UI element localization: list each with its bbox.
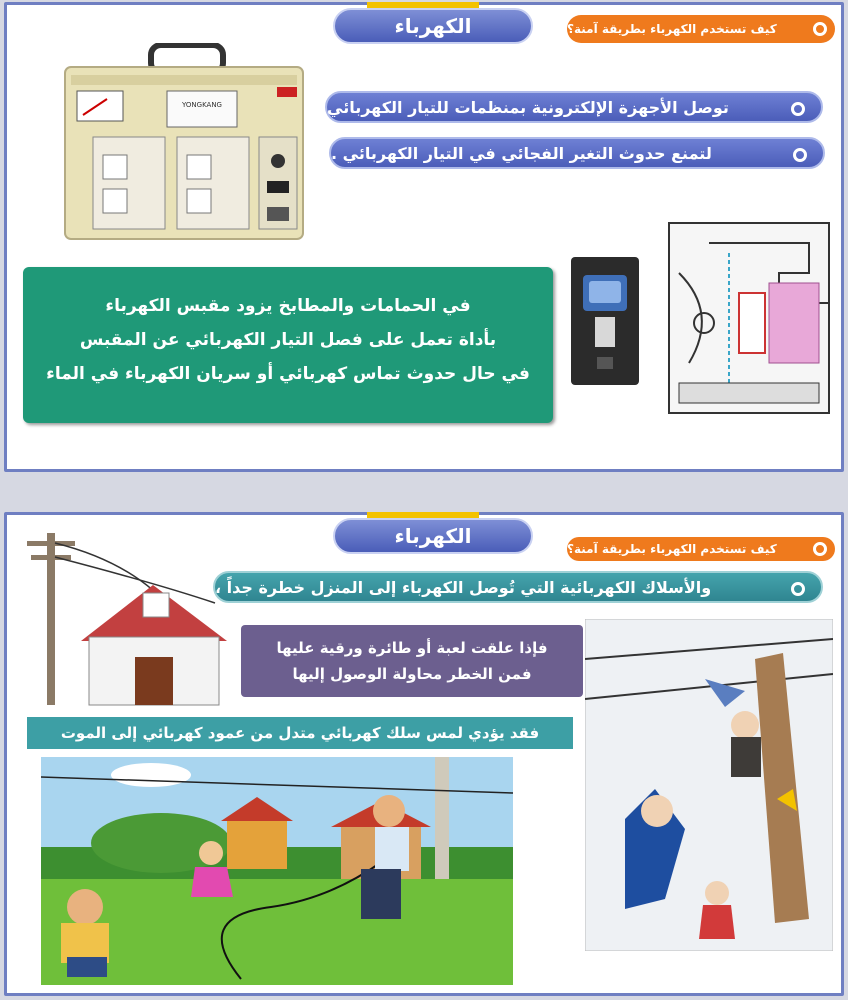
info-line-3: في حال حدوث تماس كهربائي أو سريان الكهرباء في الماء bbox=[46, 364, 530, 384]
kite-warning-box bbox=[241, 625, 583, 697]
info-line-1: في الحمامات والمطابخ يزود مقبس الكهرباء bbox=[105, 296, 471, 316]
breaker-internal-diagram bbox=[659, 213, 839, 423]
bullet-circle-icon bbox=[813, 542, 827, 556]
gfci-info-box bbox=[23, 267, 553, 423]
bullet-circle-icon bbox=[813, 22, 827, 36]
slide-title: الكهرباء bbox=[333, 518, 533, 554]
slide-title: الكهرباء bbox=[333, 8, 533, 44]
children-wire-danger-illustration bbox=[41, 757, 513, 985]
bullet-circle-icon bbox=[791, 582, 805, 596]
bullet-circle-icon bbox=[791, 102, 805, 116]
bullet-circle-icon bbox=[793, 148, 807, 162]
slide-2 bbox=[4, 512, 844, 996]
topic-text: كيف تستخدم الكهرباء بطريقة آمنة؟ bbox=[567, 542, 777, 556]
bullet-text: والأسلاك الكهربائية التي تُوصل الكهرباء إلى المنزل خطرة جداً ، bbox=[215, 577, 712, 597]
bullet-sudden-change bbox=[329, 137, 825, 169]
danger-statement: فقد يؤدي لمس سلك كهربائي متدل من عمود كهربائي إلى الموت bbox=[27, 717, 573, 749]
info-line-2: بأداة تعمل على فصل التيار الكهربائي عن المقبس bbox=[79, 330, 497, 350]
topic-tag bbox=[567, 15, 835, 43]
bullet-power-lines bbox=[213, 571, 823, 603]
regulator-brand: YONGKANG bbox=[182, 101, 222, 109]
warning-line-2: فمن الخطر محاولة الوصول إليها bbox=[292, 665, 532, 683]
bullet-text-2: لتمنع حدوث التغير الفجائي في التيار الكهربائي . bbox=[331, 143, 712, 163]
house-power-pole-image bbox=[15, 533, 235, 708]
topic-text: كيف تستخدم الكهرباء بطريقة آمنة؟ bbox=[567, 22, 777, 36]
voltage-regulator-image bbox=[59, 43, 309, 243]
slide-1 bbox=[4, 2, 844, 472]
kite-on-pole-illustration bbox=[585, 619, 833, 951]
bullet-text-1: توصل الأجهزة الإلكترونية بمنظمات للتيار الكهربائي bbox=[327, 97, 729, 117]
circuit-breaker-image bbox=[569, 255, 641, 387]
topic-tag bbox=[567, 537, 835, 561]
bullet-voltage-regulators bbox=[325, 91, 823, 123]
warning-line-1: فإذا علقت لعبة أو طائرة ورقية عليها bbox=[276, 639, 548, 657]
